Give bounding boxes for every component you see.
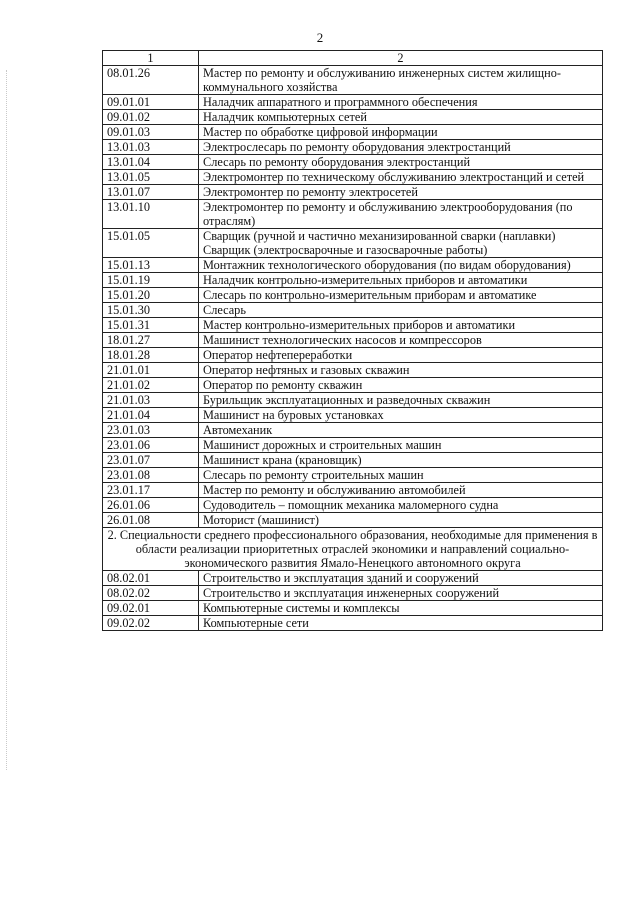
row-name xyxy=(199,110,603,125)
row-name xyxy=(199,66,603,95)
row-name-text: Электромонтер по ремонту электросетей xyxy=(203,185,418,199)
row-name-text: Автомеханик xyxy=(203,423,273,437)
row-code: 15.01.31 xyxy=(103,318,199,333)
row-name xyxy=(199,363,603,378)
row-name-text: Компьютерные сети xyxy=(203,616,309,630)
professions-table xyxy=(102,50,603,631)
row-name-text: Слесарь xyxy=(203,303,246,317)
row-name-text: Компьютерные системы и комплексы xyxy=(203,601,400,615)
row-code: 13.01.03 xyxy=(103,140,199,155)
row-code: 23.01.03 xyxy=(103,423,199,438)
row-name xyxy=(199,423,603,438)
row-name-text: Слесарь по ремонту оборудования электростанций xyxy=(203,155,471,169)
row-code: 21.01.04 xyxy=(103,408,199,423)
row-code: 13.01.10 xyxy=(103,200,199,229)
row-code: 26.01.08 xyxy=(103,513,199,528)
table-row xyxy=(103,423,603,438)
table-row xyxy=(103,303,603,318)
table-row xyxy=(103,333,603,348)
table-row xyxy=(103,468,603,483)
row-code: 13.01.07 xyxy=(103,185,199,200)
row-name-text: Сварщик (ручной и частично механизированной сварки (наплавки) xyxy=(203,229,556,243)
table-row xyxy=(103,170,603,185)
row-name-text: Наладчик компьютерных сетей xyxy=(203,110,367,124)
table-row xyxy=(103,498,603,513)
row-code: 26.01.06 xyxy=(103,498,199,513)
row-code: 08.02.01 xyxy=(103,571,199,586)
row-name-text: Наладчик контрольно-измерительных приборов и автоматики xyxy=(203,273,528,287)
row-name-text: Наладчик аппаратного и программного обеспечения xyxy=(203,95,478,109)
row-code: 21.01.02 xyxy=(103,378,199,393)
section-title-row xyxy=(103,528,603,571)
row-name-text: Оператор нефтепереработки xyxy=(203,348,353,362)
row-code: 08.01.26 xyxy=(103,66,199,95)
row-code: 09.02.01 xyxy=(103,601,199,616)
row-name xyxy=(199,438,603,453)
row-name-text: Бурильщик эксплуатационных и разведочных скважин xyxy=(203,393,491,407)
row-code: 09.01.02 xyxy=(103,110,199,125)
table-row xyxy=(103,363,603,378)
column-header-name: 2 xyxy=(199,51,603,66)
row-name-text: Оператор по ремонту скважин xyxy=(203,378,363,392)
section-title: 2. Специальности среднего профессионального образования, необходимые для применения в области реализации приоритетных отраслей экономики и направлений социально-экономического развития Ямало-Ненецкого автономного округа xyxy=(103,528,603,571)
section-2 xyxy=(103,528,603,571)
table-row xyxy=(103,125,603,140)
table-row xyxy=(103,438,603,453)
table-row xyxy=(103,318,603,333)
row-name xyxy=(199,601,603,616)
table-row xyxy=(103,229,603,258)
row-name-text: Слесарь по ремонту строительных машин xyxy=(203,468,424,482)
row-code: 15.01.05 xyxy=(103,229,199,258)
row-name-text: Электромонтер по техническому обслуживанию электростанций и сетей xyxy=(203,170,585,184)
row-name xyxy=(199,170,603,185)
table-header-row xyxy=(103,51,603,66)
row-code: 23.01.08 xyxy=(103,468,199,483)
row-name xyxy=(199,408,603,423)
table-row xyxy=(103,601,603,616)
table-row xyxy=(103,288,603,303)
row-name xyxy=(199,586,603,601)
row-code: 09.01.03 xyxy=(103,125,199,140)
table-row xyxy=(103,393,603,408)
row-code: 23.01.06 xyxy=(103,438,199,453)
row-name xyxy=(199,140,603,155)
row-name xyxy=(199,318,603,333)
row-name xyxy=(199,333,603,348)
table-row xyxy=(103,95,603,110)
row-name xyxy=(199,288,603,303)
row-name-text: Монтажник технологического оборудования (по видам оборудования) xyxy=(203,258,571,272)
row-name-text: Оператор нефтяных и газовых скважин xyxy=(203,363,410,377)
row-name xyxy=(199,95,603,110)
table-row xyxy=(103,140,603,155)
table-row xyxy=(103,258,603,273)
row-name-text-2: Сварщик (электросварочные и газосварочные работы) xyxy=(203,243,488,257)
professions-rows xyxy=(103,66,603,528)
table-row xyxy=(103,273,603,288)
row-code: 13.01.05 xyxy=(103,170,199,185)
table-row xyxy=(103,586,603,601)
row-name xyxy=(199,200,603,229)
row-name xyxy=(199,273,603,288)
table-row xyxy=(103,348,603,363)
row-name xyxy=(199,571,603,586)
row-name-text: Строительство и эксплуатация зданий и сооружений xyxy=(203,571,479,585)
row-name xyxy=(199,155,603,170)
row-name xyxy=(199,258,603,273)
table-row xyxy=(103,483,603,498)
page-number: 2 xyxy=(316,30,324,45)
row-code: 09.02.02 xyxy=(103,616,199,631)
row-name-text: Мастер по ремонту и обслуживанию автомобилей xyxy=(203,483,466,497)
column-header-code: 1 xyxy=(103,51,199,66)
row-code: 13.01.04 xyxy=(103,155,199,170)
table-row xyxy=(103,66,603,95)
row-code: 15.01.30 xyxy=(103,303,199,318)
row-name-text: Машинист дорожных и строительных машин xyxy=(203,438,442,452)
table-row xyxy=(103,616,603,631)
row-name xyxy=(199,483,603,498)
row-name-text: Слесарь по контрольно-измерительным приборам и автоматике xyxy=(203,288,537,302)
row-code: 18.01.28 xyxy=(103,348,199,363)
row-name xyxy=(199,229,603,258)
row-name-text: Судоводитель – помощник механика маломерного судна xyxy=(203,498,499,512)
row-code: 15.01.20 xyxy=(103,288,199,303)
row-name xyxy=(199,616,603,631)
row-name-text: Машинист на буровых установках xyxy=(203,408,384,422)
row-code: 15.01.13 xyxy=(103,258,199,273)
row-name xyxy=(199,393,603,408)
row-name-text: Электрослесарь по ремонту оборудования электростанций xyxy=(203,140,511,154)
row-name-text: Строительство и эксплуатация инженерных сооружений xyxy=(203,586,500,600)
table-row xyxy=(103,200,603,229)
table-row xyxy=(103,185,603,200)
table-row xyxy=(103,513,603,528)
row-name-text: Мастер контрольно-измерительных приборов и автоматики xyxy=(203,318,516,332)
row-name xyxy=(199,348,603,363)
row-name-text: Машинист крана (крановщик) xyxy=(203,453,362,467)
row-name xyxy=(199,303,603,318)
row-code: 23.01.07 xyxy=(103,453,199,468)
row-name-text: Машинист технологических насосов и компрессоров xyxy=(203,333,482,347)
row-name xyxy=(199,378,603,393)
row-code: 09.01.01 xyxy=(103,95,199,110)
margin-dotted-line xyxy=(6,70,9,770)
table-row xyxy=(103,378,603,393)
row-name xyxy=(199,468,603,483)
row-code: 08.02.02 xyxy=(103,586,199,601)
row-name-text: Мастер по ремонту и обслуживанию инженерных систем жилищно-коммунального хозяйства xyxy=(203,66,561,94)
row-name xyxy=(199,453,603,468)
row-name xyxy=(199,125,603,140)
table-row xyxy=(103,408,603,423)
row-code: 21.01.01 xyxy=(103,363,199,378)
specialties-rows xyxy=(103,571,603,631)
row-name-text: Электромонтер по ремонту и обслуживанию электрооборудования (по отраслям) xyxy=(203,200,573,228)
table-row xyxy=(103,110,603,125)
row-code: 21.01.03 xyxy=(103,393,199,408)
row-code: 18.01.27 xyxy=(103,333,199,348)
row-name-text: Мастер по обработке цифровой информации xyxy=(203,125,438,139)
table-row xyxy=(103,453,603,468)
row-name xyxy=(199,498,603,513)
row-name-text: Моторист (машинист) xyxy=(203,513,319,527)
table-row xyxy=(103,571,603,586)
table-row xyxy=(103,155,603,170)
row-name xyxy=(199,513,603,528)
row-code: 15.01.19 xyxy=(103,273,199,288)
row-name xyxy=(199,185,603,200)
row-code: 23.01.17 xyxy=(103,483,199,498)
